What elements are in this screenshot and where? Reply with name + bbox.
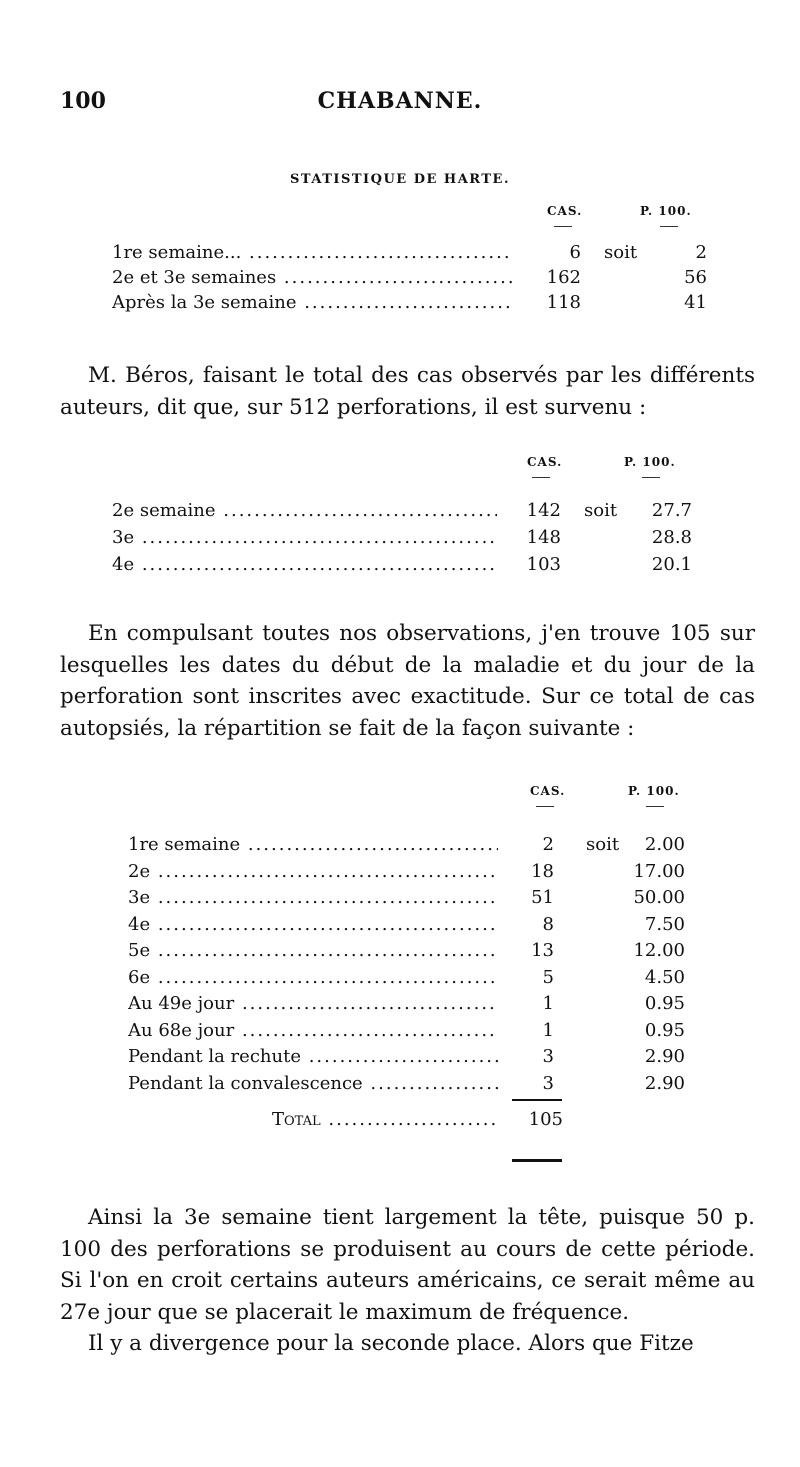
running-title: CHABANNE. <box>317 88 483 114</box>
row-cas: 3 <box>502 1044 554 1071</box>
row-cas: 13 <box>502 938 554 965</box>
row-label: 1re semaine... ..... <box>112 240 512 265</box>
running-header <box>60 88 740 118</box>
table-row <box>128 991 713 1018</box>
table-row <box>128 885 713 912</box>
paragraph-text: Il y a divergence pour la seconde place. Alors que Fitze <box>88 1331 694 1356</box>
table-row <box>112 551 712 578</box>
table-row <box>112 497 712 524</box>
table-row <box>112 290 712 315</box>
row-pct: 7.50 <box>644 913 685 935</box>
column-header-cas: CAS. <box>530 784 566 798</box>
paragraph-text: M. Béros, faisant le total des cas observés par les différents auteurs, dit que, sur 512 perforations, il est survenu : <box>60 363 755 420</box>
row-pct: 2.00 <box>644 834 685 855</box>
row-label: 4e ..... <box>128 912 498 939</box>
row-cas: 5 <box>502 965 554 992</box>
beros-table <box>112 455 712 578</box>
row-soit: soit <box>584 497 617 524</box>
table-body <box>128 832 713 1097</box>
row-pct: 56 <box>684 267 707 288</box>
table-title: STATISTIQUE DE HARTE. <box>290 172 510 187</box>
column-header-cas: CAS. <box>547 204 583 218</box>
row-soit: soit <box>586 832 619 859</box>
row-cas: 103 <box>502 551 561 578</box>
row-pct: 41 <box>684 292 707 313</box>
row-pct: 12.00 <box>633 940 685 961</box>
row-pct: 2.90 <box>644 1046 685 1067</box>
row-label: Au 68e jour ..... <box>128 1018 498 1045</box>
row-cas: 118 <box>517 290 581 315</box>
row-pct: 50.00 <box>633 887 685 908</box>
row-label: 2e semaine ..... <box>112 497 497 524</box>
row-pct: 0.95 <box>644 1019 685 1041</box>
total-label: Total ..... <box>272 1105 497 1135</box>
row-cas: 162 <box>517 265 581 290</box>
row-pct: 0.95 <box>644 993 685 1014</box>
row-cas: 51 <box>502 885 554 912</box>
table-row <box>128 912 713 939</box>
row-pct: 20.1 <box>651 554 692 575</box>
row-cas: 3 <box>502 1071 554 1098</box>
row-pct: 2.90 <box>644 1072 685 1094</box>
author-table <box>128 784 713 1135</box>
page-number: 100 <box>60 88 106 114</box>
table-row <box>128 1071 713 1098</box>
table-row <box>128 859 713 886</box>
row-cas: 1 <box>502 1018 554 1045</box>
table-body <box>112 497 712 578</box>
table-row <box>112 524 712 551</box>
total-value: 105 <box>504 1105 563 1135</box>
paragraph-text: En compulsant toutes nos observations, j'en trouve 105 sur lesquelles les dates du début de la maladie et du jour de la perforation sont inscrites avec exactitude. Sur ce total de cas autopsiés, la répartition se fait de la façon suivante : <box>60 621 755 741</box>
row-label: 2e ..... <box>128 859 498 886</box>
table-row <box>112 265 712 290</box>
table-row <box>128 938 713 965</box>
row-pct: 2 <box>695 242 707 263</box>
column-header-pct: P. 100. <box>628 784 680 798</box>
column-header-pct: P. 100. <box>624 455 676 469</box>
row-cas: 148 <box>502 524 561 551</box>
table-row <box>128 965 713 992</box>
paragraph-text: Ainsi la 3e semaine tient largement la tête, puisque 50 p. 100 des perforations se produisent au cours de cette période. Si l'on en croit certains auteurs américains, ce serait même au 27e jour que se placerait le maximum de fréquence. <box>60 1205 755 1325</box>
table-body <box>112 240 712 315</box>
paragraph <box>60 1202 755 1360</box>
row-cas: 18 <box>502 859 554 886</box>
paragraph <box>60 360 755 423</box>
row-label: 4e ..... <box>112 551 497 578</box>
row-label: Pendant la convalescence ..... <box>128 1071 498 1098</box>
table-row <box>112 240 712 265</box>
row-cas: 142 <box>502 497 561 524</box>
row-cas: 6 <box>517 240 581 265</box>
row-label: 3e ..... <box>128 885 498 912</box>
row-cas: 2 <box>502 832 554 859</box>
row-label: 3e ..... <box>112 524 497 551</box>
row-cas: 1 <box>502 991 554 1018</box>
total-underline <box>512 1099 562 1101</box>
table-header <box>112 204 712 240</box>
total-row <box>128 1105 713 1135</box>
total-underline-double <box>512 1159 562 1162</box>
table-row <box>128 1018 713 1045</box>
row-label: Pendant la rechute ..... <box>128 1044 498 1071</box>
table-row <box>128 1044 713 1071</box>
table-row <box>128 832 713 859</box>
paragraph <box>60 618 755 744</box>
table-header <box>128 784 713 820</box>
column-header-cas: CAS. <box>527 455 563 469</box>
row-pct: 27.7 <box>651 500 692 521</box>
table-header <box>112 455 712 491</box>
row-pct: 28.8 <box>651 527 692 548</box>
row-label: 6e ..... <box>128 965 498 992</box>
row-label: Au 49e jour ..... <box>128 991 498 1018</box>
row-label: 1re semaine ..... <box>128 832 498 859</box>
row-cas: 8 <box>502 912 554 939</box>
row-soit: soit <box>604 242 638 263</box>
row-label: Après la 3e semaine ..... <box>112 290 512 315</box>
row-label: 2e et 3e semaines ..... <box>112 265 512 290</box>
row-label: 5e ..... <box>128 938 498 965</box>
column-header-pct: P. 100. <box>640 204 692 218</box>
harte-table <box>112 204 712 315</box>
row-pct: 4.50 <box>644 966 685 988</box>
row-pct: 17.00 <box>633 860 685 882</box>
